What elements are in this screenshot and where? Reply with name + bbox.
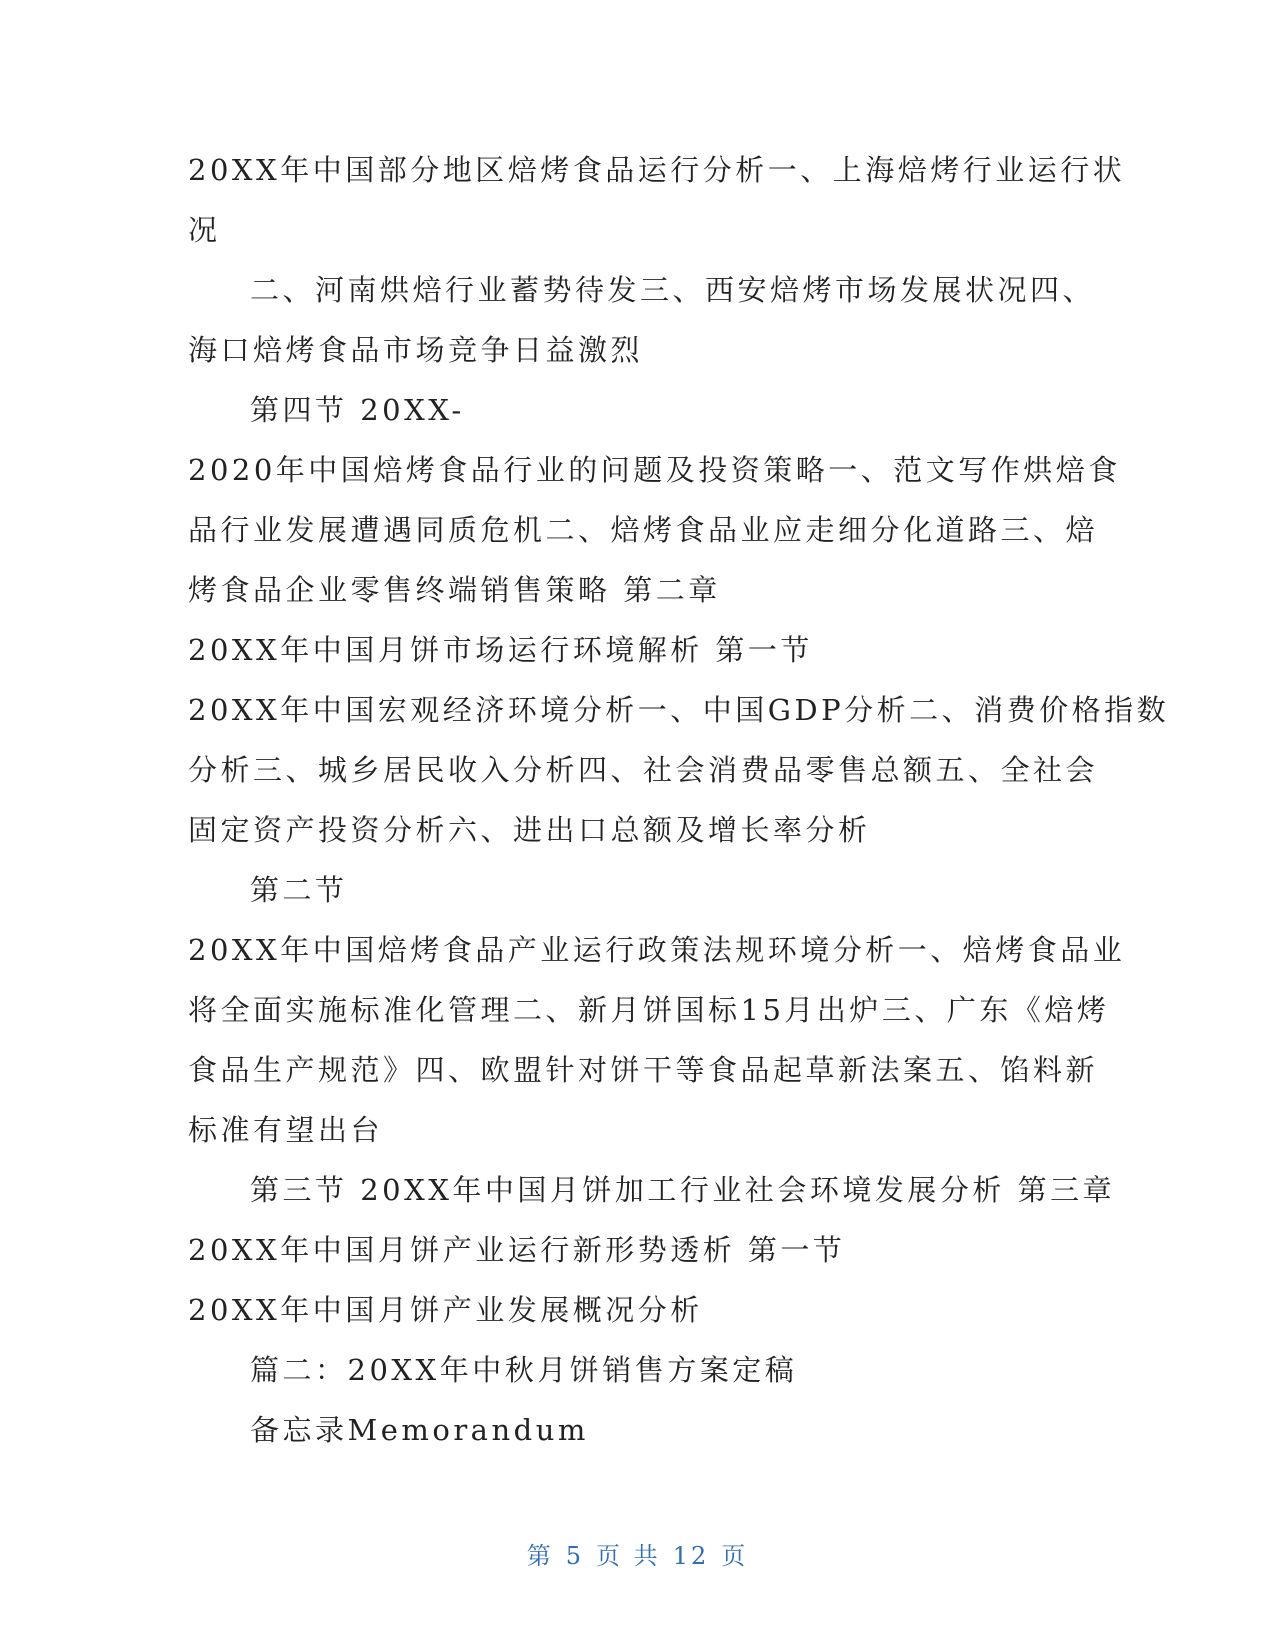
page-suffix: 页 <box>721 1542 749 1570</box>
text-line: 分析三、城乡居民收入分析四、社会消费品零售总额五、全社会 <box>188 753 1099 787</box>
section-heading: 第三节 20XX年中国月饼加工行业社会环境发展分析 第三章 <box>250 1173 1116 1207</box>
text-line: 20XX年中国月饼产业运行新形势透析 第一节 <box>188 1233 846 1267</box>
text-line: 篇二：20XX年中秋月饼销售方案定稿 <box>250 1353 798 1387</box>
text-line: 20XX年中国月饼产业发展概况分析 <box>188 1293 703 1327</box>
page-prefix: 第 <box>526 1542 554 1570</box>
text-line: 品行业发展遭遇同质危机二、焙烤食品业应走细分化道路三、焙 <box>188 513 1099 547</box>
text-line: 20XX年中国焙烤食品产业运行政策法规环境分析一、焙烤食品业 <box>188 933 1126 967</box>
text-line: 20XX年中国宏观经济环境分析一、中国GDP分析二、消费价格指数 <box>188 693 1170 727</box>
text-line: 标准有望出台 <box>188 1113 384 1147</box>
text-line: 二、河南烘焙行业蓄势待发三、西安焙烤市场发展状况四、 <box>250 273 1096 307</box>
text-line: 备忘录Memorandum <box>250 1413 589 1447</box>
text-line: 将全面实施标准化管理二、新月饼国标15月出炉三、广东《焙烤 <box>188 993 1110 1027</box>
section-heading: 第二节 <box>250 873 348 907</box>
section-heading: 第四节 20XX- <box>250 393 465 427</box>
page-number: 5 <box>565 1542 585 1570</box>
text-line: 固定资产投资分析六、进出口总额及增长率分析 <box>188 813 871 847</box>
page-mid: 页 共 <box>596 1542 661 1570</box>
text-line: 烤食品企业零售终端销售策略 第二章 <box>188 573 721 607</box>
text-line: 况 <box>188 213 221 247</box>
text-line: 20XX年中国月饼市场运行环境解析 第一节 <box>188 633 813 667</box>
page-footer <box>0 1536 1275 1571</box>
document-body <box>188 140 1170 1460</box>
text-line: 海口焙烤食品市场竞争日益激烈 <box>188 333 644 367</box>
text-line: 20XX年中国部分地区焙烤食品运行分析一、上海焙烤行业运行状 <box>188 153 1126 187</box>
text-line: 2020年中国焙烤食品行业的问题及投资策略一、范文写作烘焙食 <box>188 453 1121 487</box>
total-pages: 12 <box>672 1542 710 1570</box>
text-line: 食品生产规范》四、欧盟针对饼干等食品起草新法案五、馅料新 <box>188 1053 1099 1087</box>
